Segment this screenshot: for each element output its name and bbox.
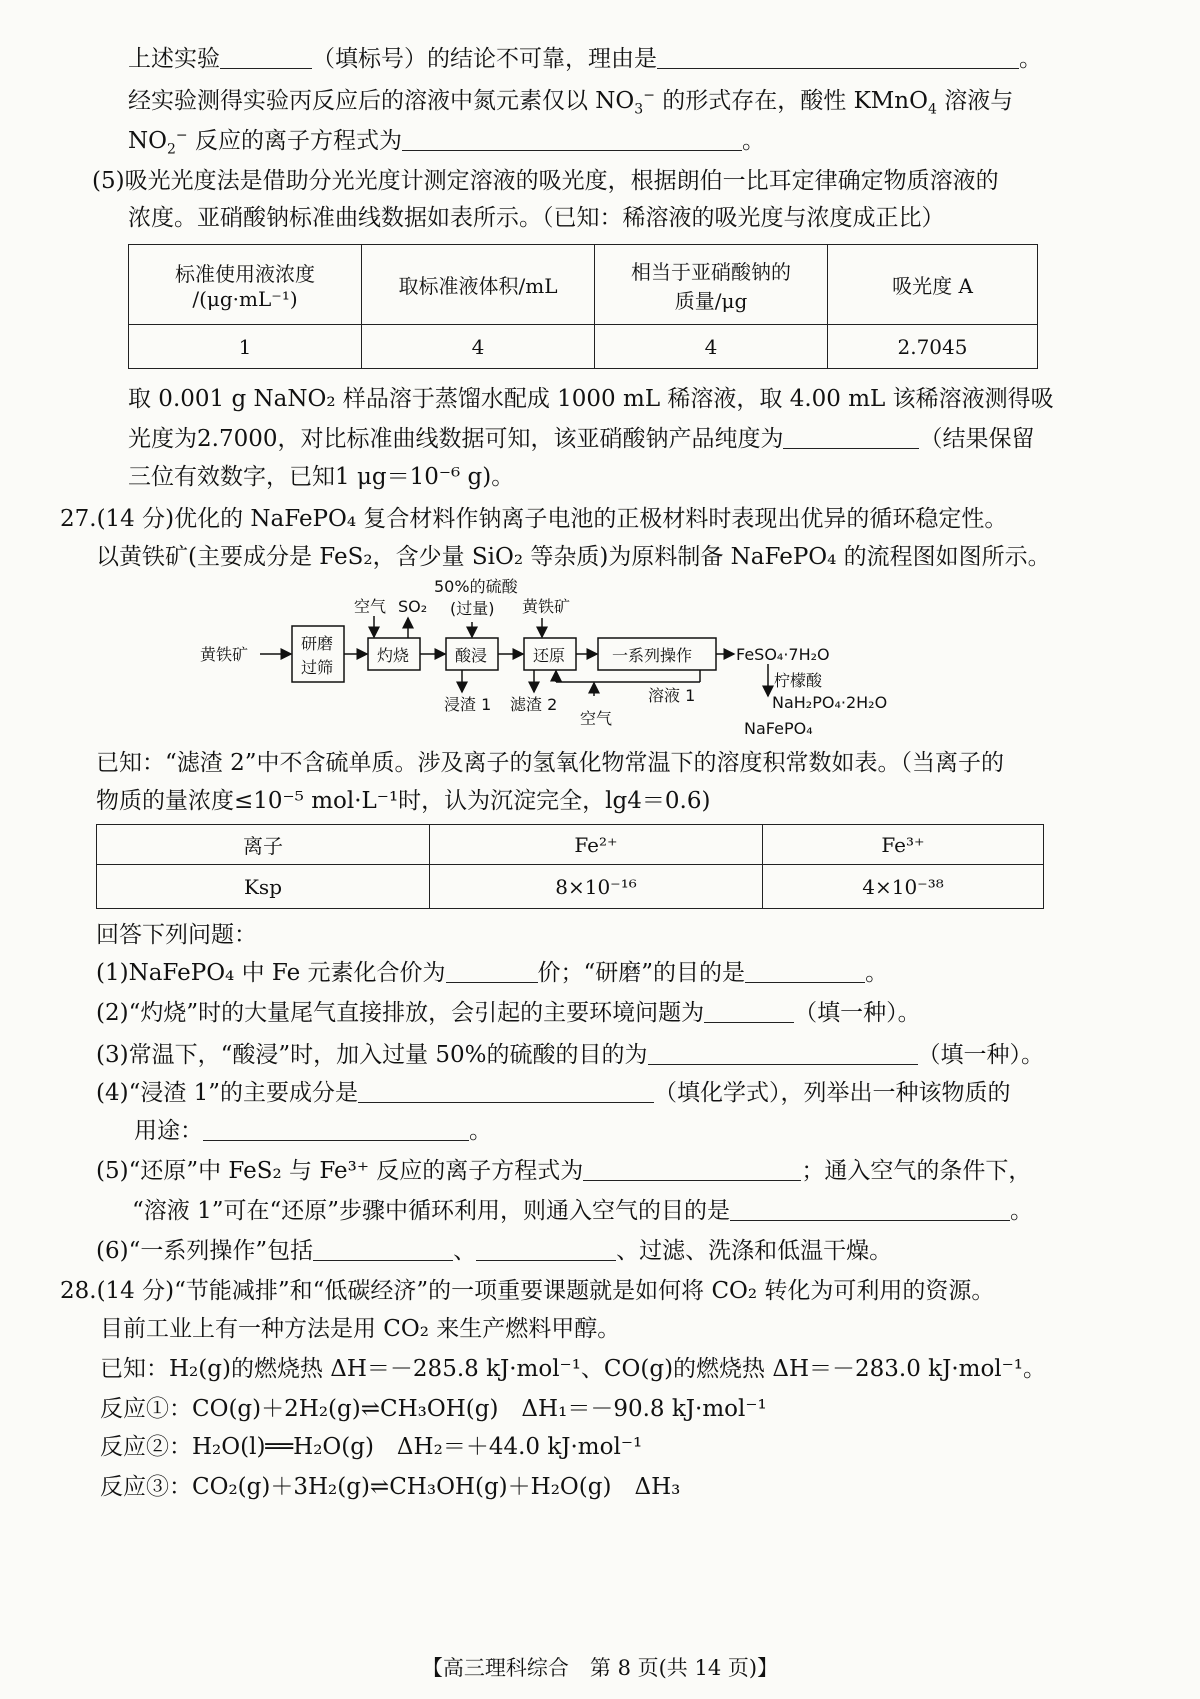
flow-label-acid-excess: (过量) [450,599,495,618]
flow-label-residue1: 浸渣 1 [444,695,492,714]
answer-blank[interactable] [657,46,1019,69]
text: （填化学式），列举出一种该物质的 [654,1080,1011,1106]
flow-label-so2: SO₂ [398,597,428,616]
answer-blank[interactable] [446,960,538,983]
flow-label-feso4: FeSO₄·7H₂O [736,645,830,664]
flow-box-label: 还原 [533,646,566,665]
q27-known1: 已知：“滤渣 2”中不含硫单质。涉及离子的氢氧化物常温下的溶度积常数如表。（当离子的 [96,750,1004,776]
text: 。 [741,128,765,154]
flow-label-nah2po4: NaH₂PO₄·2H₂O [772,693,888,712]
text: 光度为2.7000，对比标准曲线数据可知，该亚硝酸钠产品纯度为 [128,426,784,452]
header-cell: 标准使用液浓度 /(μg·mL⁻¹) [129,245,362,325]
table-cell: 1 [129,325,362,369]
table-cell: 4×10⁻³⁸ [763,865,1044,909]
answer-blank[interactable] [704,1000,794,1023]
answer-blank[interactable] [203,1118,469,1141]
text: (5)“还原”中 FeS₂ 与 Fe³⁺ 反应的离子方程式为 [96,1158,584,1184]
flow-label-solution1: 溶液 1 [648,686,696,705]
header-cell: Fe²⁺ [430,825,763,865]
q27-line2: 以黄铁矿(主要成分是 FeS₂，含少量 SiO₂ 等杂质)为原料制备 NaFePO₄ 的流程图如图所示。 [96,544,1051,570]
q27-sub5 [96,1156,1031,1186]
text: 。 [1009,1198,1033,1224]
text: （填一种）。 [917,1042,1045,1068]
flow-box-label: 酸浸 [455,646,488,665]
text: (3)常温下，“酸浸”时，加入过量 50%的硫酸的目的为 [96,1042,648,1068]
standard-curve-table [128,244,1038,369]
process-flowchart [200,578,920,748]
header-cell: 相当于亚硝酸钠的 质量/μg [595,245,828,325]
text: 经实验测得实验丙反应后的溶液中氮元素仅以 [128,88,588,114]
flow-start-label: 黄铁矿 [200,645,249,664]
text: 。 [865,960,889,986]
text: （结果保留 [919,426,1035,452]
answer-blank[interactable] [730,1198,1010,1221]
reaction-2: 反应②：H₂O(l)══H₂O(g) ΔH₂＝＋44.0 kJ·mol⁻¹ [100,1434,643,1460]
answer-heading: 回答下列问题： [96,922,257,948]
flow-label-nafepo4: NaFePO₄ [744,719,813,738]
q28-line1: 28.(14 分)“节能减排”和“低碳经济”的一项重要课题就是如何将 CO₂ 转化为可利用的资源。 [60,1278,995,1304]
flow-box-label: 研磨 [301,634,334,653]
text: “溶液 1”可在“还原”步骤中循环利用，则通入空气的目的是 [132,1198,730,1224]
p4-line3: $NO_2^-$ 反应的离子方程式为 。 [128,127,765,158]
answer-blank[interactable] [583,1158,801,1181]
q27-sub3 [96,1040,1044,1070]
p5-line2: 浓度。亚硝酸钠标准曲线数据如表所示。（已知：稀溶液的吸光度与浓度成正比） [128,205,945,231]
text: 反应的离子方程式为 [194,128,402,154]
text: 溶液与 [944,88,1014,114]
table-cell: 2.7045 [828,325,1038,369]
table-cell: 8×10⁻¹⁶ [430,865,763,909]
q27-sub2 [96,998,921,1028]
q28-line2: 目前工业上有一种方法是用 CO₂ 来生产燃料甲醇。 [100,1316,621,1342]
answer-blank[interactable] [783,426,919,449]
answer-blank[interactable] [745,960,865,983]
flow-box-label: 一系列操作 [612,646,693,665]
text: （填一种）。 [794,1000,921,1026]
p5-text3: 三位有效数字，已知1 μg＝10⁻⁶ g)。 [128,464,515,490]
q27-sub1 [96,958,888,988]
q27-sub6 [96,1236,892,1266]
answer-blank[interactable] [476,1238,616,1261]
text: (4)“浸渣 1”的主要成分是 [96,1080,359,1106]
q27-sub4 [96,1078,1011,1108]
text: 上述实验 [128,46,220,72]
answer-blank[interactable] [313,1238,453,1261]
q27-sub5-cont [132,1196,1033,1226]
flow-label-acid: 50%的硫酸 [434,578,518,596]
answer-blank[interactable] [402,128,742,151]
text: ；通入空气的条件下， [801,1158,1032,1184]
text: 、 [453,1238,477,1264]
ksp-table [96,824,1044,909]
text: 、过滤、洗涤和低温干燥。 [616,1238,893,1264]
table-cell: 4 [595,325,828,369]
q27-line1: 27.(14 分)优化的 NaFePO₄ 复合材料作钠离子电池的正极材料时表现出优异的循环稳定性。 [60,506,1008,532]
p5-text1: 取 0.001 g NaNO₂ 样品溶于蒸馏水配成 1000 mL 稀溶液，取 4.00 mL 该稀溶液测得吸 [128,386,1054,412]
header-cell: Fe³⁺ [763,825,1044,865]
flow-label-residue2: 滤渣 2 [510,695,558,714]
answer-blank[interactable] [220,46,312,69]
table-cell: Ksp [97,865,430,909]
flow-box-label: 灼烧 [377,646,410,665]
header-cell: 取标准液体积/mL [362,245,595,325]
flow-box-label: 过筛 [301,658,334,677]
text: 的形式存在，酸性 [662,88,847,114]
p5-line1: (5)吸光光度法是借助分光光度计测定溶液的吸光度，根据朗伯一比耳定律确定物质溶液的 [92,168,999,194]
table-cell: 4 [362,325,595,369]
page-footer: 【高三理科综合 第 8 页(共 14 页)】 [421,1656,779,1680]
text: (6)“一系列操作”包括 [96,1238,314,1264]
q28-known: 已知：H₂(g)的燃烧热 ΔH＝－285.8 kJ·mol⁻¹、CO(g)的燃烧热 ΔH＝－283.0 kJ·mol⁻¹。 [100,1356,1047,1382]
q27-known2: 物质的量浓度≤10⁻⁵ mol·L⁻¹时，认为沉淀完全，lg4＝0.6) [96,788,711,814]
text: (2)“灼烧”时的大量尾气直接排放，会引起的主要环境问题为 [96,1000,705,1026]
text: 价；“研磨”的目的是 [537,960,746,986]
text: 用途： [134,1118,203,1144]
flow-label-air2: 空气 [580,709,613,728]
answer-blank[interactable] [648,1042,918,1065]
q27-sub4-use [134,1116,492,1146]
flow-label-citric: 柠檬酸 [774,671,823,690]
reaction-3: 反应③：CO₂(g)＋3H₂(g)⇌CH₃OH(g)＋H₂O(g) ΔH₃ [100,1474,681,1500]
reaction-1: 反应①：CO(g)＋2H₂(g)⇌CH₃OH(g) ΔH₁＝－90.8 kJ·mol⁻¹ [100,1396,767,1422]
flow-label-pyrite: 黄铁矿 [522,597,571,616]
flow-label-air: 空气 [354,597,387,616]
answer-blank[interactable] [358,1080,654,1103]
header-cell: 吸光度 A [828,245,1038,325]
text: （填标号）的结论不可靠，理由是 [312,46,657,72]
p4-line1 [128,44,1042,74]
text: 。 [469,1118,492,1144]
text: (1)NaFePO₄ 中 Fe 元素化合价为 [96,960,446,986]
header-cell: 离子 [97,825,430,865]
p4-line2: 经实验测得实验丙反应后的溶液中氮元素仅以 $NO_3^-$ 的形式存在，酸性 KMnO$_4$ 溶液与 [128,87,1014,118]
p5-text2 [128,424,1034,454]
text: 。 [1019,46,1042,72]
